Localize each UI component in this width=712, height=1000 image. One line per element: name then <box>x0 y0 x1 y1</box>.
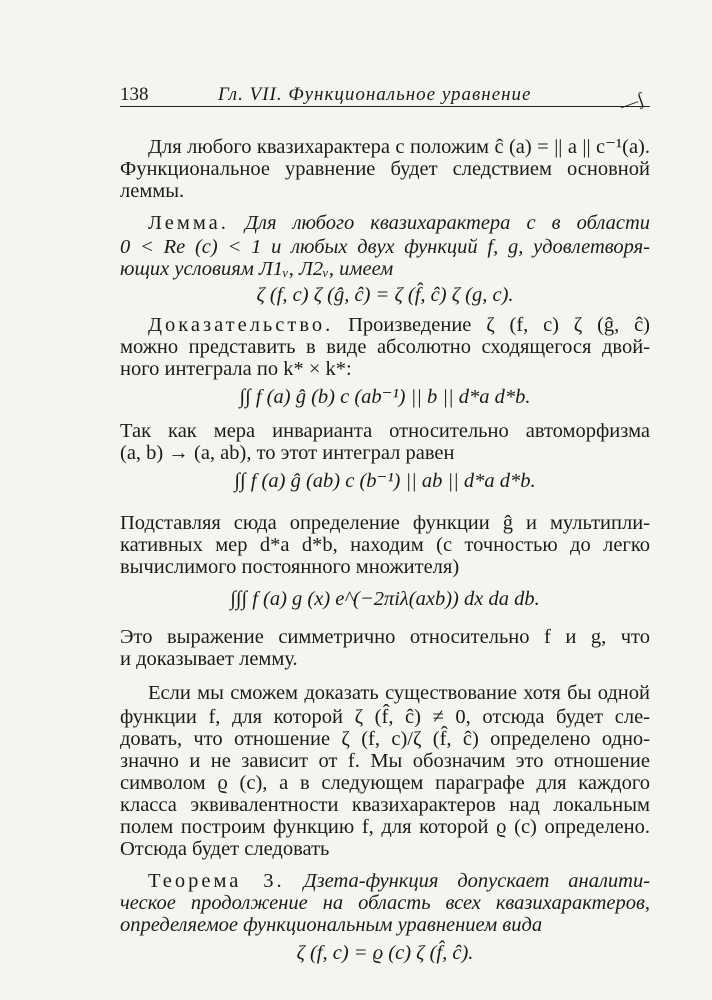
proof-line-5: (a, b) → (a, ab), то этот интеграл равен <box>120 442 455 464</box>
proof-line-4: Так как мера инварианта относительно автоморфизма <box>120 420 650 442</box>
p2-line-8: Отсюда будет следовать <box>120 838 330 860</box>
lemma-line-3: ющих условиям Л1ᵥ, Л2ᵥ, имеем <box>120 258 394 280</box>
proof-line-6: Подставляя сюда определение функции ĝ и мультипли- <box>120 512 650 534</box>
proof-line-3: ного интеграла по k* × k*: <box>120 358 352 380</box>
proof-label: Доказательство. <box>148 314 334 336</box>
p2-line-4: значно и не зависит от f. Мы обозначим это отношение <box>120 750 650 772</box>
theorem-line-2: ческое продолжение на область всех квазихарактеров, <box>120 892 650 914</box>
proof-text-1: Произведение ζ (f, c) ζ (ĝ, ĉ) <box>348 314 651 336</box>
lemma-formula: ζ (f, c) ζ (ĝ, ĉ) = ζ (f̂, ĉ) ζ (g, c). <box>256 284 514 306</box>
proof-line-1 <box>120 314 650 336</box>
proof-line-8: вычислимого постоянного множителя) <box>120 556 460 578</box>
p1-line-2: Функциональное уравнение будет следствием основной <box>120 158 650 180</box>
theorem-line-3: определяемое функциональным уравнением вида <box>120 914 543 936</box>
p2-line-5: символом ϱ (c), а в следующем параграфе для каждого <box>120 772 650 794</box>
proof-formula-3: ∫∫∫ f (a) g (x) e^(−2πiλ(axb)) dx da db. <box>230 588 540 610</box>
lemma-line-1 <box>120 212 650 234</box>
margin-mark: —ʃ <box>617 88 647 116</box>
theorem-line-1 <box>120 870 650 892</box>
lemma-text-1: Для любого квазихарактера c в области <box>244 212 651 234</box>
theorem-label: Теорема 3. <box>148 870 285 892</box>
proof-formula-1: ∫∫ f (a) ĝ (b) c (ab⁻¹) || b || d*a d*b. <box>239 386 531 408</box>
lemma-line-2: 0 < Re (c) < 1 и любых двух функций f, g, удовлетворя- <box>120 236 650 258</box>
proof-line-9: Это выражение симметрично относительно f и g, что <box>120 626 650 648</box>
proof-formula-2: ∫∫ f (a) ĝ (ab) c (b⁻¹) || ab || d*a d*b. <box>234 470 536 492</box>
page-number: 138 <box>120 84 149 105</box>
p2-line-1: Если мы сможем доказать существование хотя бы одной <box>148 682 650 704</box>
proof-line-2: можно представить в виде абсолютно сходящегося двой- <box>120 336 650 358</box>
p2-line-6: класса эквивалентности квазихарактеров над локальным <box>120 794 650 816</box>
p2-line-7: полем построим функцию f, для которой ϱ (c) определено. <box>120 816 650 838</box>
proof-line-7: кативных мер d*a d*b, находим (с точностью до легко <box>120 534 650 556</box>
p2-line-2: функции f, для которой ζ (f̂, ĉ) ≠ 0, отсюда будет сле- <box>120 706 650 728</box>
p1-line-3: леммы. <box>120 180 185 202</box>
page-header <box>120 84 650 107</box>
theorem-text-1: Дзета-функция допускает аналити- <box>303 870 651 892</box>
p2-line-3: довать, что отношение ζ (f, c)/ζ (f̂, ĉ) определено одно- <box>120 728 650 750</box>
theorem-formula: ζ (f, c) = ϱ (c) ζ (f̂, ĉ). <box>296 942 474 964</box>
p1-line-1: Для любого квазихарактера c положим ĉ (a) = || a || c⁻¹(a). <box>148 136 650 158</box>
lemma-label: Лемма. <box>148 212 229 234</box>
proof-line-10: и доказывает лемму. <box>120 648 298 670</box>
running-title: Гл. VII. Функциональное уравнение <box>218 84 532 105</box>
